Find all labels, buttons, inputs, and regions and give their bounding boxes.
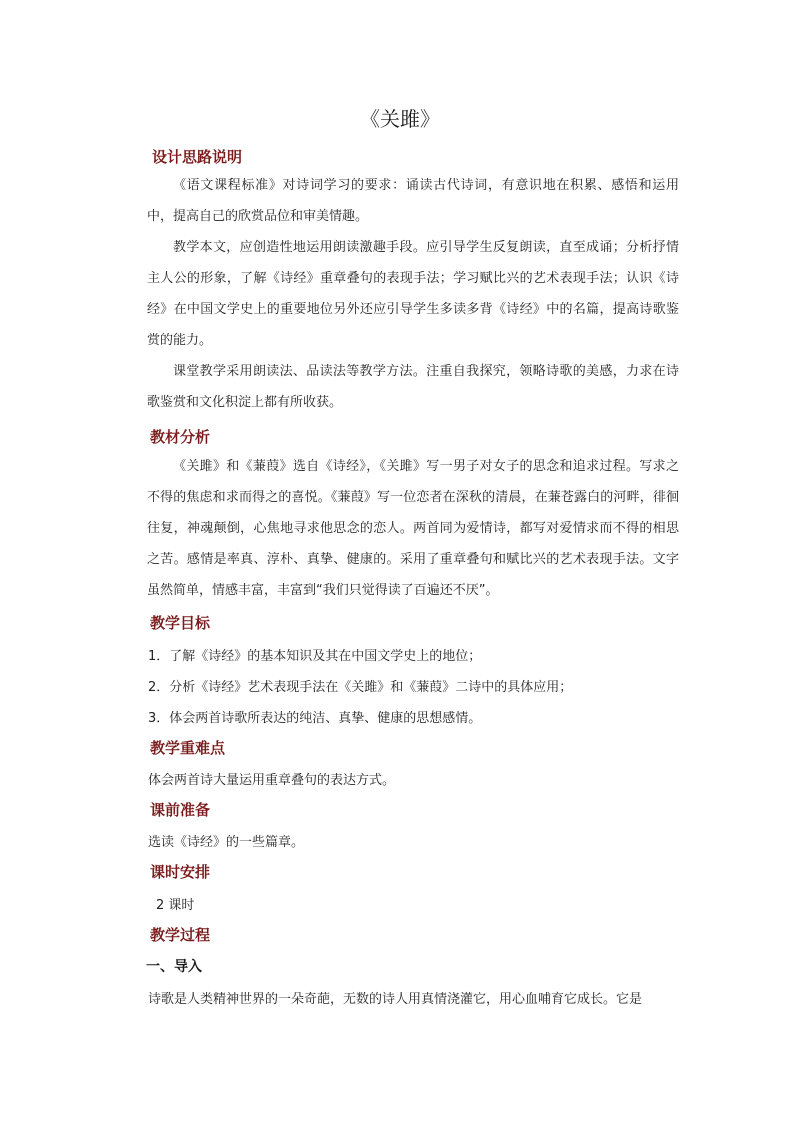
preparation-heading: 课前准备 <box>150 801 211 819</box>
document-title: 《关雎》 <box>360 107 440 131</box>
design-paragraph-3: 课堂教学采用朗读法、品读法等教学方法。注重自我探究，领略诗歌的美感，力求在诗歌鉴赏和文化积淀上都有所收获。 <box>147 364 679 410</box>
preparation-text: 选读《诗经》的一些篇章。 <box>148 835 305 850</box>
process-subheading: 一、导入 <box>146 959 202 975</box>
schedule-heading: 课时安排 <box>150 863 211 881</box>
design-paragraph-1: 《语文课程标准》对诗词学习的要求：诵读古代诗词，有意识地在积累、感悟和运用中，提高自己的欣赏品位和审美情趣。 <box>147 178 679 224</box>
key-points-heading: 教学重难点 <box>150 739 226 757</box>
key-points-text: 体会两首诗大量运用重章叠句的表达方式。 <box>148 773 396 788</box>
design-heading: 设计思路说明 <box>152 148 243 166</box>
goal-item-2: 2．分析《诗经》艺术表现手法在《关雎》和《蒹葭》二诗中的具体应用； <box>148 680 573 695</box>
goal-item-3: 3．体会两首诗歌所表达的纯洁、真挚、健康的思想感情。 <box>148 711 482 726</box>
goals-heading: 教学目标 <box>150 614 211 632</box>
material-heading: 教材分析 <box>150 428 211 446</box>
material-paragraph: 《关雎》和《蒹葭》选自《诗经》，《关雎》写一男子对女子的思念和追求过程。写求之不得的焦虑和求而得之的喜悦。《蒹葭》写一位恋者在深秋的清晨，在蒹苍露白的河畔，徘徊往复，神魂颠倒，心焦地寻求他思念的恋人。两首同为爱情诗，都写对爱情求而不得的相思之苦。感情是率真、淳朴、真挚、健康的。采用了重章叠句和赋比兴的艺术表现手法。文字虽然简单，情感丰富，丰富到“我们只觉得读了百遍还不厌”。 <box>147 459 679 598</box>
process-text: 诗歌是人类精神世界的一朵奇葩，无数的诗人用真情浇灌它，用心血哺育它成长。它是 <box>148 992 643 1007</box>
document-page <box>120 0 680 1123</box>
schedule-text: 2 课时 <box>156 898 195 913</box>
goal-item-1: 1．了解《诗经》的基本知识及其在中国文学史上的地位； <box>148 649 482 664</box>
design-paragraph-2: 教学本文，应创造性地运用朗读激趣手段。应引导学生反复朗读，直至成诵；分析抒情主人公的形象，了解《诗经》重章叠句的表现手法；学习赋比兴的艺术表现手法；认识《诗经》在中国文学史上的重要地位另外还应引导学生多读多背《诗经》中的名篇，提高诗歌鉴赏的能力。 <box>147 240 679 348</box>
process-heading: 教学过程 <box>150 926 211 944</box>
